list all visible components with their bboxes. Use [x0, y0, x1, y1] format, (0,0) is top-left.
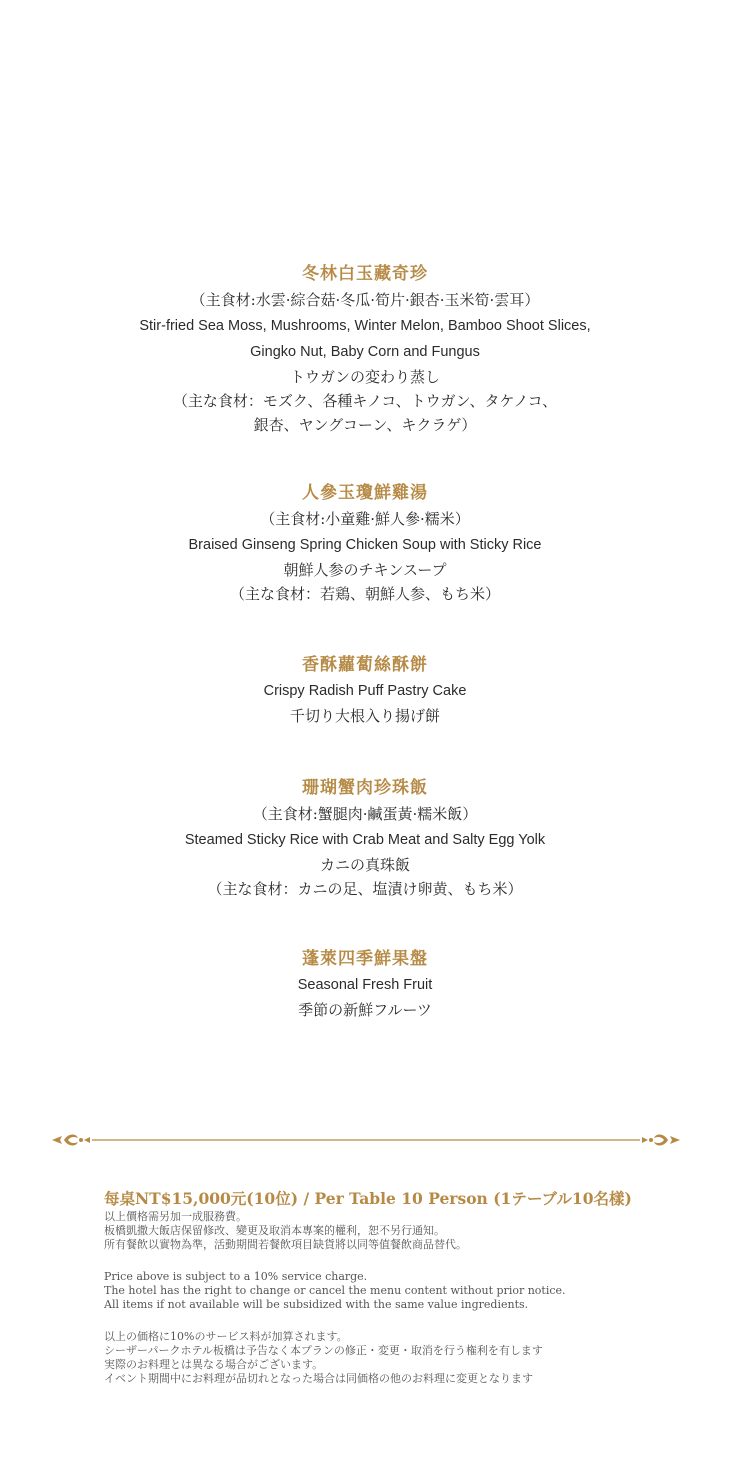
dish-zh-ingredients: （主食材:蟹腿肉·鹹蛋黃·糯米飯）: [252, 805, 478, 823]
dish-en-line: Stir-fried Sea Moss, Mushrooms, Winter Melon, Bamboo Shoot Slices,: [139, 318, 591, 334]
dish-zh-ingredients: （主食材:小童雞·鮮人參·糯米）: [260, 510, 470, 528]
price-line: 每桌NT$15,000元(10位) / Per Table 10 Person (1テーブル10名樣): [104, 1189, 632, 1208]
dish-en-line: Steamed Sticky Rice with Crab Meat and Salty Egg Yolk: [184, 832, 546, 848]
dish-title: 人參玉瓊鮮雞湯: [302, 483, 428, 503]
dish-en-line: Gingko Nut, Baby Corn and Fungus: [250, 344, 480, 360]
dish-title: 珊瑚蟹肉珍珠飯: [302, 778, 428, 798]
dish-en-line: Braised Ginseng Spring Chicken Soup with Sticky Rice: [188, 537, 542, 553]
dish-zh-ingredients: （主食材:水雲·綜合菇·冬瓜·筍片·銀杏·玉米筍·雲耳）: [190, 291, 540, 309]
note-line: 板橋凱撒大飯店保留修改、變更及取消本專案的權利，恕不另行通知。: [104, 1224, 445, 1237]
menu-item-5: [0, 946, 730, 1022]
dish-ja-name: カニの真珠飯: [319, 856, 410, 874]
dish-title: 蓬萊四季鮮果盤: [302, 949, 428, 969]
notes-english: [104, 1270, 704, 1312]
dish-ja-ingredients: （主な食材：モズク、各種キノコ、トウガン、タケノコ、: [172, 392, 558, 410]
dish-ja-name: 季節の新鮮フルーツ: [298, 1001, 432, 1019]
ornamental-divider: [50, 1130, 682, 1150]
dish-title: 冬林白玉藏奇珍: [302, 264, 428, 284]
dish-ja-name: トウガンの変わり蒸し: [289, 368, 440, 386]
note-line: 所有餐飲以實物為準，活動期間若餐飲項目缺貨將以同等值餐飲商品替代。: [104, 1238, 467, 1251]
menu-item-2: [0, 480, 730, 606]
notes-chinese: [104, 1210, 704, 1252]
dish-ja-name: 朝鮮人参のチキンスープ: [283, 561, 447, 579]
notes-japanese: [104, 1330, 704, 1386]
note-line: イベント期間中にお料理が品切れとなった場合は同価格の他のお料理に変更となります: [104, 1372, 533, 1385]
note-line: 以上の価格に10%のサービス料が加算されます。: [104, 1330, 348, 1343]
footer-notes: [104, 1188, 704, 1402]
menu-item-3: [0, 652, 730, 728]
menu-item-4: [0, 775, 730, 901]
note-line: The hotel has the right to change or cancel the menu content without prior notice.: [104, 1284, 566, 1297]
menu-item-1: [0, 261, 730, 437]
note-line: 実際のお料理とは異なる場合がございます。: [104, 1358, 324, 1371]
dish-ja-name: 千切り大根入り揚げ餅: [289, 707, 440, 725]
note-line: シーザーパークホテル板橋は予告なく本プランの修正・変更・取消を行う権利を有します: [104, 1344, 543, 1357]
dish-ja-ingredients: （主な食材：若鶏、朝鮮人参、もち米）: [229, 585, 500, 603]
dish-title: 香酥蘿蔔絲酥餅: [302, 655, 428, 675]
dish-en-line: Crispy Radish Puff Pastry Cake: [263, 683, 467, 699]
note-line: 以上價格需另加一成服務費。: [104, 1210, 247, 1223]
dish-ja-ingredients: （主な食材：カニの足、塩漬け卵黄、もち米）: [207, 880, 523, 898]
dish-ja-ingredients: 銀杏、ヤングコーン、キクラゲ）: [253, 416, 477, 434]
note-line: Price above is subject to a 10% service charge.: [104, 1270, 368, 1283]
dish-en-line: Seasonal Fresh Fruit: [297, 977, 433, 993]
note-line: All items if not available will be subsidized with the same value ingredients.: [104, 1298, 529, 1311]
